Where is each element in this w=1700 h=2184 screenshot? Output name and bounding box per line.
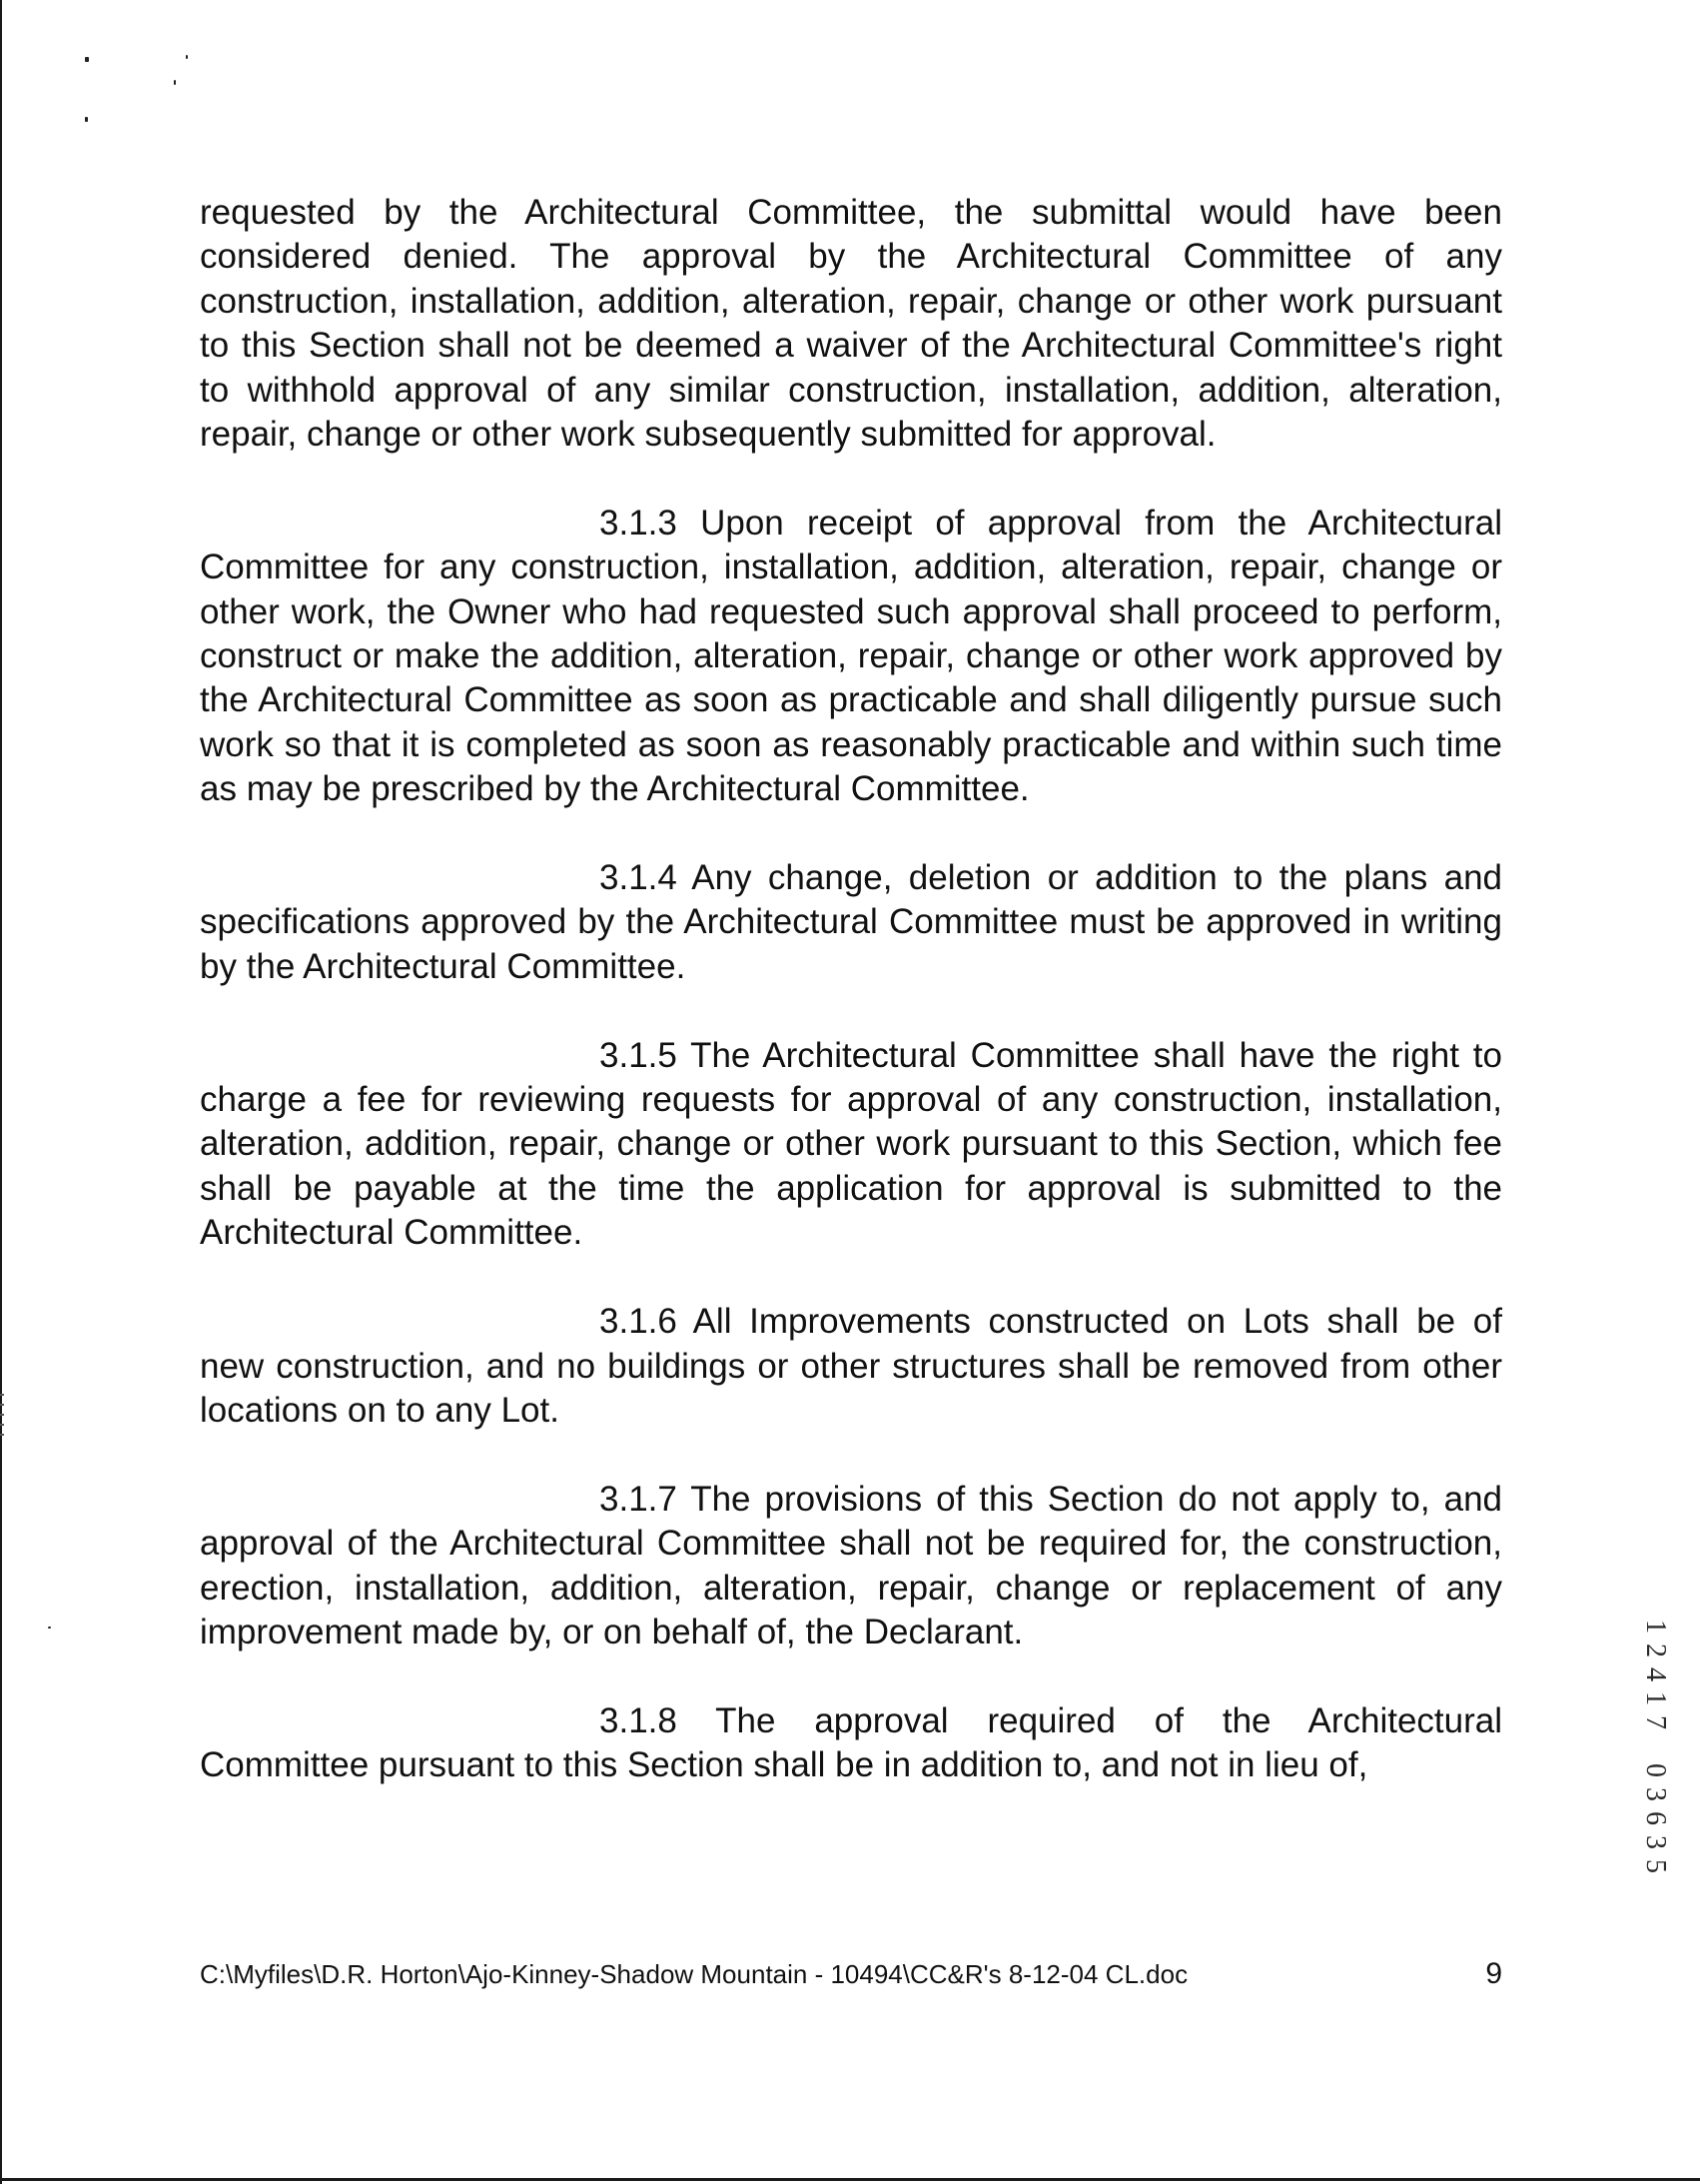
scan-speck	[85, 117, 88, 122]
recording-stamp-char: 7	[1640, 1715, 1671, 1729]
scan-margin-mark	[0, 1394, 4, 1396]
recording-stamp-char: 3	[1640, 1787, 1671, 1801]
recording-stamp-char: 6	[1640, 1811, 1671, 1825]
scan-speck	[48, 1627, 51, 1629]
scan-margin-mark	[0, 1404, 4, 1406]
recording-stamp-char: 4	[1640, 1667, 1671, 1681]
document-body	[200, 191, 1502, 1832]
recording-stamp-char: 3	[1640, 1835, 1671, 1849]
paragraph-3-1-3: 3.1.3 Upon receipt of approval from the Architectural Committee for any construction, installation, addition, alteration, repair, change or other work, the Owner who had requested such approval shall proceed to perform, construct or make the addition, alteration, repair, change or other work approved by the Architectural Committee as soon as practicable and shall diligently pursue such work so that it is completed as soon as reasonably practicable and within such time as may be prescribed by the Architectural Committee.	[200, 503, 1502, 809]
recording-stamp-char: 0	[1640, 1763, 1671, 1777]
page-bottom-edge	[0, 2178, 1700, 2181]
recording-stamp-char: 1	[1640, 1691, 1671, 1705]
paragraph-3-1-5: 3.1.5 The Architectural Committee shall have the right to charge a fee for reviewing requests for approval of any construction, installation, alteration, addition, repair, change or other work pursuant to this Section, which fee shall be payable at the time the application for approval is submitted to the Architectural Committee.	[200, 1035, 1502, 1253]
recording-stamp	[1640, 1611, 1671, 1880]
page-footer	[200, 1956, 1502, 1992]
paragraph-3-1-7: 3.1.7 The provisions of this Section do not apply to, and approval of the Architectural Committee shall not be required for, the construction, erection, installation, addition, alteration, repair, change or replacement of any improvement made by, or on behalf of, the Declarant.	[200, 1479, 1502, 1651]
footer-file-path: C:\Myfiles\D.R. Horton\Ajo-Kinney-Shadow Mountain - 10494\CC&R's 8-12-04 CL.doc	[200, 1959, 1189, 1989]
scan-margin-mark	[0, 1414, 4, 1416]
scan-speck	[186, 55, 188, 59]
paragraph-3-1-8: 3.1.8 The approval required of the Architectural Committee pursuant to this Section shall be in addition to, and not in lieu of,	[200, 1700, 1502, 1785]
recording-stamp-char: 1	[1640, 1620, 1671, 1634]
scan-speck	[174, 80, 176, 85]
scan-margin-mark	[0, 1434, 4, 1436]
paragraph-3-1-4: 3.1.4 Any change, deletion or addition to the plans and specifications approved by the Architectural Committee must be approved in writing by the Architectural Committee.	[200, 858, 1502, 986]
paragraph-3-1-6: 3.1.6 All Improvements constructed on Lots shall be of new construction, and no buildings or other structures shall be removed from other locations on to any Lot.	[200, 1302, 1502, 1430]
scan-speck	[85, 57, 89, 62]
recording-stamp-char: 5	[1640, 1859, 1671, 1873]
page-left-edge	[0, 0, 2, 2184]
scan-margin-mark	[0, 1424, 4, 1426]
page-number: 9	[1485, 1957, 1502, 1990]
paragraph-continuation: requested by the Architectural Committee, the submittal would have been considered denied. The approval by the Architectural Committee of any construction, installation, addition, alteration, repair, change or other work pursuant to this Section shall not be deemed a waiver of the Architectural Committee's right to withhold approval of any similar construction, installation, addition, alteration, repair, change or other work subsequently submitted for approval.	[200, 193, 1502, 455]
recording-stamp-char: 2	[1640, 1643, 1671, 1657]
